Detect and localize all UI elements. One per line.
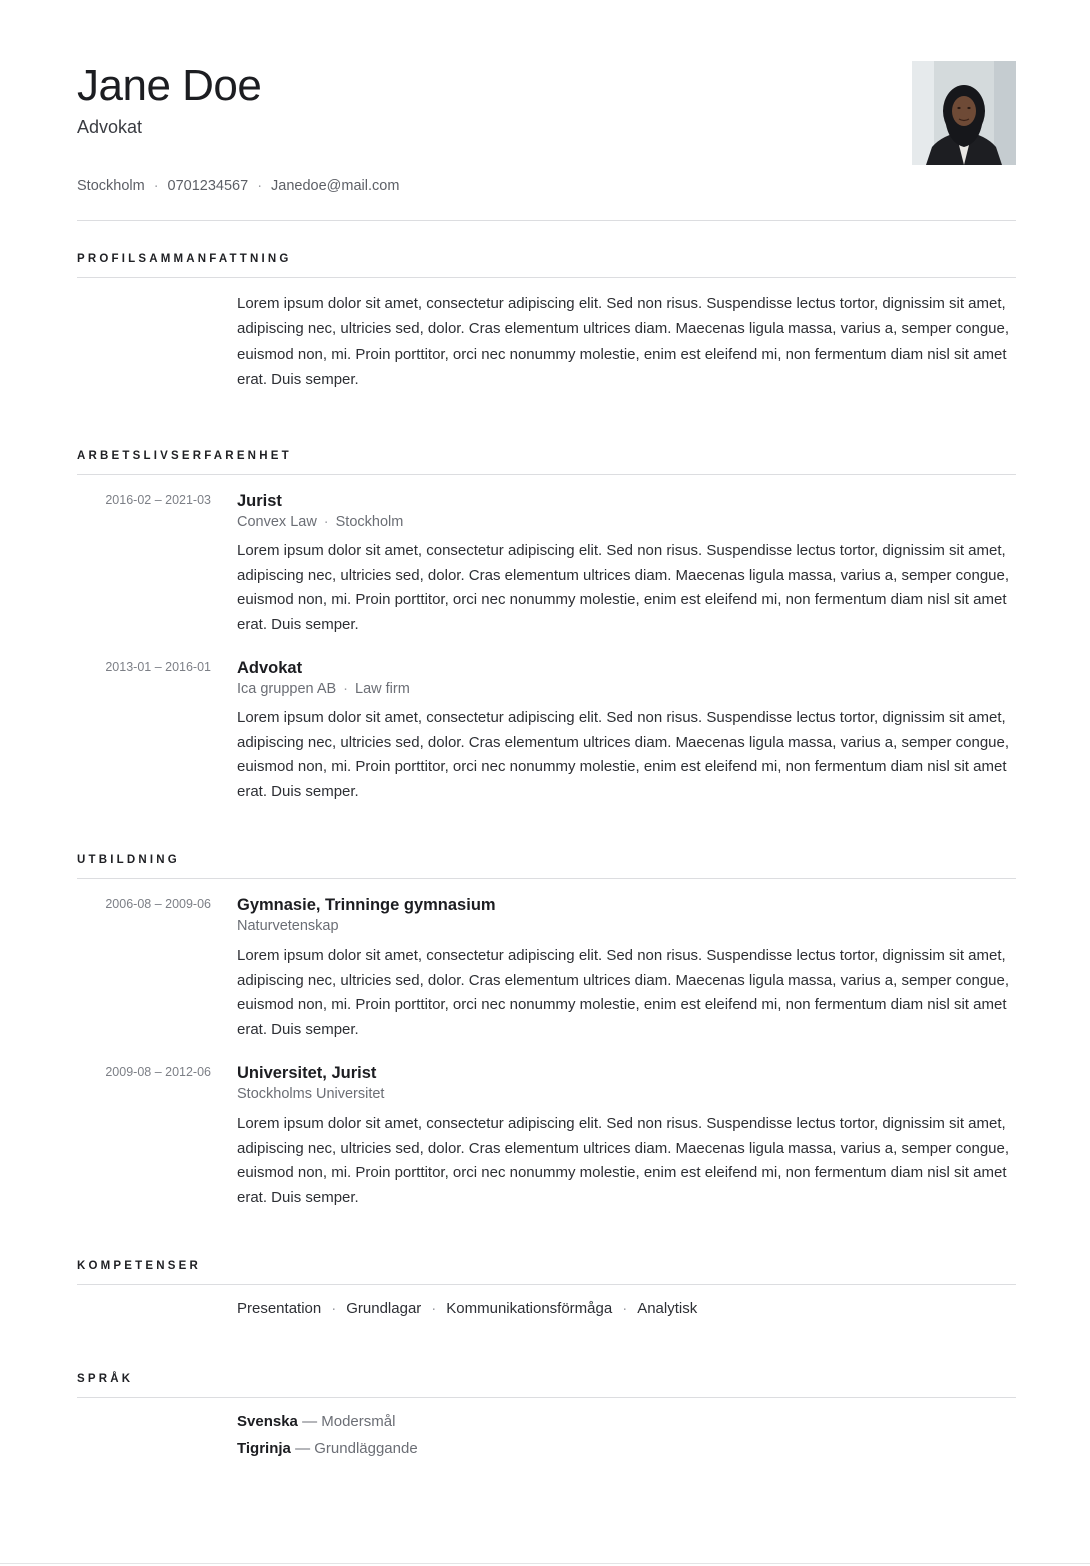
entry-description: Lorem ipsum dolor sit amet, consectetur adipiscing elit. Sed non risus. Suspendisse lectus tortor, dignissim sit amet, adipiscing nec, ultricies sed, dolor. Cras elementum ultrices diam. Maecenas ligula massa, varius a, semper congue, euismod non, mi. Proin porttitor, orci nec nonummy molestie, enim est eleifend mi, non fermentum diam nisl sit amet erat. Duis semper. — [237, 709, 1010, 800]
language-name: Tigrinja — [237, 1440, 291, 1458]
section-heading-profile: PROFILSAMMANFATTNING — [77, 221, 1016, 278]
entry-subtitle — [237, 512, 1016, 532]
contact-email: Janedoe@mail.com — [271, 178, 400, 194]
section-heading-education: UTBILDNING — [77, 822, 1016, 879]
entry-location: Law firm — [355, 681, 410, 698]
entry-separator: · — [323, 514, 329, 531]
education-entry — [77, 894, 1016, 1042]
profile-summary: Lorem ipsum dolor sit amet, consectetur adipiscing elit. Sed non risus. Suspendisse lectus tortor, dignissim sit amet, adipiscing nec, ultricies sed, dolor. Cras elementum ultrices diam. Maecenas ligula massa, varius a, semper congue, euismod non, mi. Proin porttitor, orci nec nonummy molestie, enim est eleifend mi, non fermentum diam nisl sit amet erat. Duis semper. — [237, 295, 1010, 388]
experience-entry — [77, 490, 1016, 637]
resume-page — [77, 0, 1016, 1462]
entry-dates: 2006-08 – 2009-06 — [105, 897, 211, 912]
skill-item: Analytisk — [637, 1300, 698, 1318]
skill-item: Grundlagar — [346, 1300, 422, 1318]
skills-list — [77, 1285, 1016, 1341]
entry-description: Lorem ipsum dolor sit amet, consectetur adipiscing elit. Sed non risus. Suspendisse lectus tortor, dignissim sit amet, adipiscing nec, ultricies sed, dolor. Cras elementum ultrices diam. Maecenas ligula massa, varius a, semper congue, euismod non, mi. Proin porttitor, orci nec nonummy molestie, enim est eleifend mi, non fermentum diam nisl sit amet erat. Duis semper. — [237, 947, 1010, 1038]
entry-location: Stockholm — [335, 514, 404, 531]
language-item — [237, 1435, 1016, 1462]
entry-dates: 2009-08 – 2012-06 — [105, 1065, 211, 1080]
skill-separator: · — [431, 1300, 437, 1318]
entry-description: Lorem ipsum dolor sit amet, consectetur adipiscing elit. Sed non risus. Suspendisse lectus tortor, dignissim sit amet, adipiscing nec, ultricies sed, dolor. Cras elementum ultrices diam. Maecenas ligula massa, varius a, semper congue, euismod non, mi. Proin porttitor, orci nec nonummy molestie, enim est eleifend mi, non fermentum diam nisl sit amet erat. Duis semper. — [237, 542, 1010, 633]
skill-separator: · — [622, 1300, 628, 1318]
profile-photo — [912, 61, 1016, 165]
entry-organization: Convex Law — [237, 514, 317, 531]
language-item — [237, 1408, 1016, 1435]
section-heading-experience: ARBETSLIVSERFARENHET — [77, 418, 1016, 475]
contact-separator: · — [257, 178, 263, 194]
entry-title: Advokat — [237, 659, 303, 678]
contact-phone: 0701234567 — [167, 178, 249, 194]
skill-item: Presentation — [237, 1300, 322, 1318]
profile-section — [77, 221, 1016, 418]
language-name: Svenska — [237, 1413, 298, 1431]
entry-title: Universitet, Jurist — [237, 1064, 377, 1083]
skill-item: Kommunikationsförmåga — [446, 1300, 613, 1318]
skills-section — [77, 1228, 1016, 1341]
language-dash: — — [302, 1413, 318, 1431]
entry-dates: 2013-01 – 2016-01 — [105, 660, 211, 675]
entry-organization: Ica gruppen AB — [237, 681, 337, 698]
education-section — [77, 822, 1016, 1210]
education-entry — [77, 1062, 1016, 1210]
entry-title: Gymnasie, Trinninge gymnasium — [237, 896, 496, 915]
experience-section — [77, 418, 1016, 804]
page-bottom-divider — [0, 1563, 1090, 1564]
entry-subtitle: Stockholms Universitet — [237, 1086, 385, 1103]
entry-subtitle — [237, 679, 1016, 699]
contact-city: Stockholm — [77, 178, 145, 194]
entry-subtitle: Naturvetenskap — [237, 918, 339, 935]
language-level: Modersmål — [321, 1413, 396, 1431]
contact-separator: · — [153, 178, 159, 194]
entry-dates: 2016-02 – 2021-03 — [105, 493, 211, 508]
resume-header — [77, 0, 1016, 221]
entry-separator: · — [343, 681, 349, 698]
language-dash: — — [295, 1440, 311, 1458]
experience-entry — [77, 657, 1016, 804]
person-name: Jane Doe — [77, 61, 262, 110]
entry-description: Lorem ipsum dolor sit amet, consectetur adipiscing elit. Sed non risus. Suspendisse lectus tortor, dignissim sit amet, adipiscing nec, ultricies sed, dolor. Cras elementum ultrices diam. Maecenas ligula massa, varius a, semper congue, euismod non, mi. Proin porttitor, orci nec nonummy molestie, enim est eleifend mi, non fermentum diam nisl sit amet erat. Duis semper. — [237, 1115, 1010, 1206]
entry-title: Jurist — [237, 492, 282, 511]
person-title: Advokat — [77, 117, 143, 137]
languages-section — [77, 1341, 1016, 1462]
section-heading-skills: KOMPETENSER — [77, 1228, 1016, 1285]
contact-line — [77, 176, 399, 196]
language-level: Grundläggande — [314, 1440, 418, 1458]
skill-separator: · — [331, 1300, 337, 1318]
section-heading-languages: SPRÅK — [77, 1341, 1016, 1398]
